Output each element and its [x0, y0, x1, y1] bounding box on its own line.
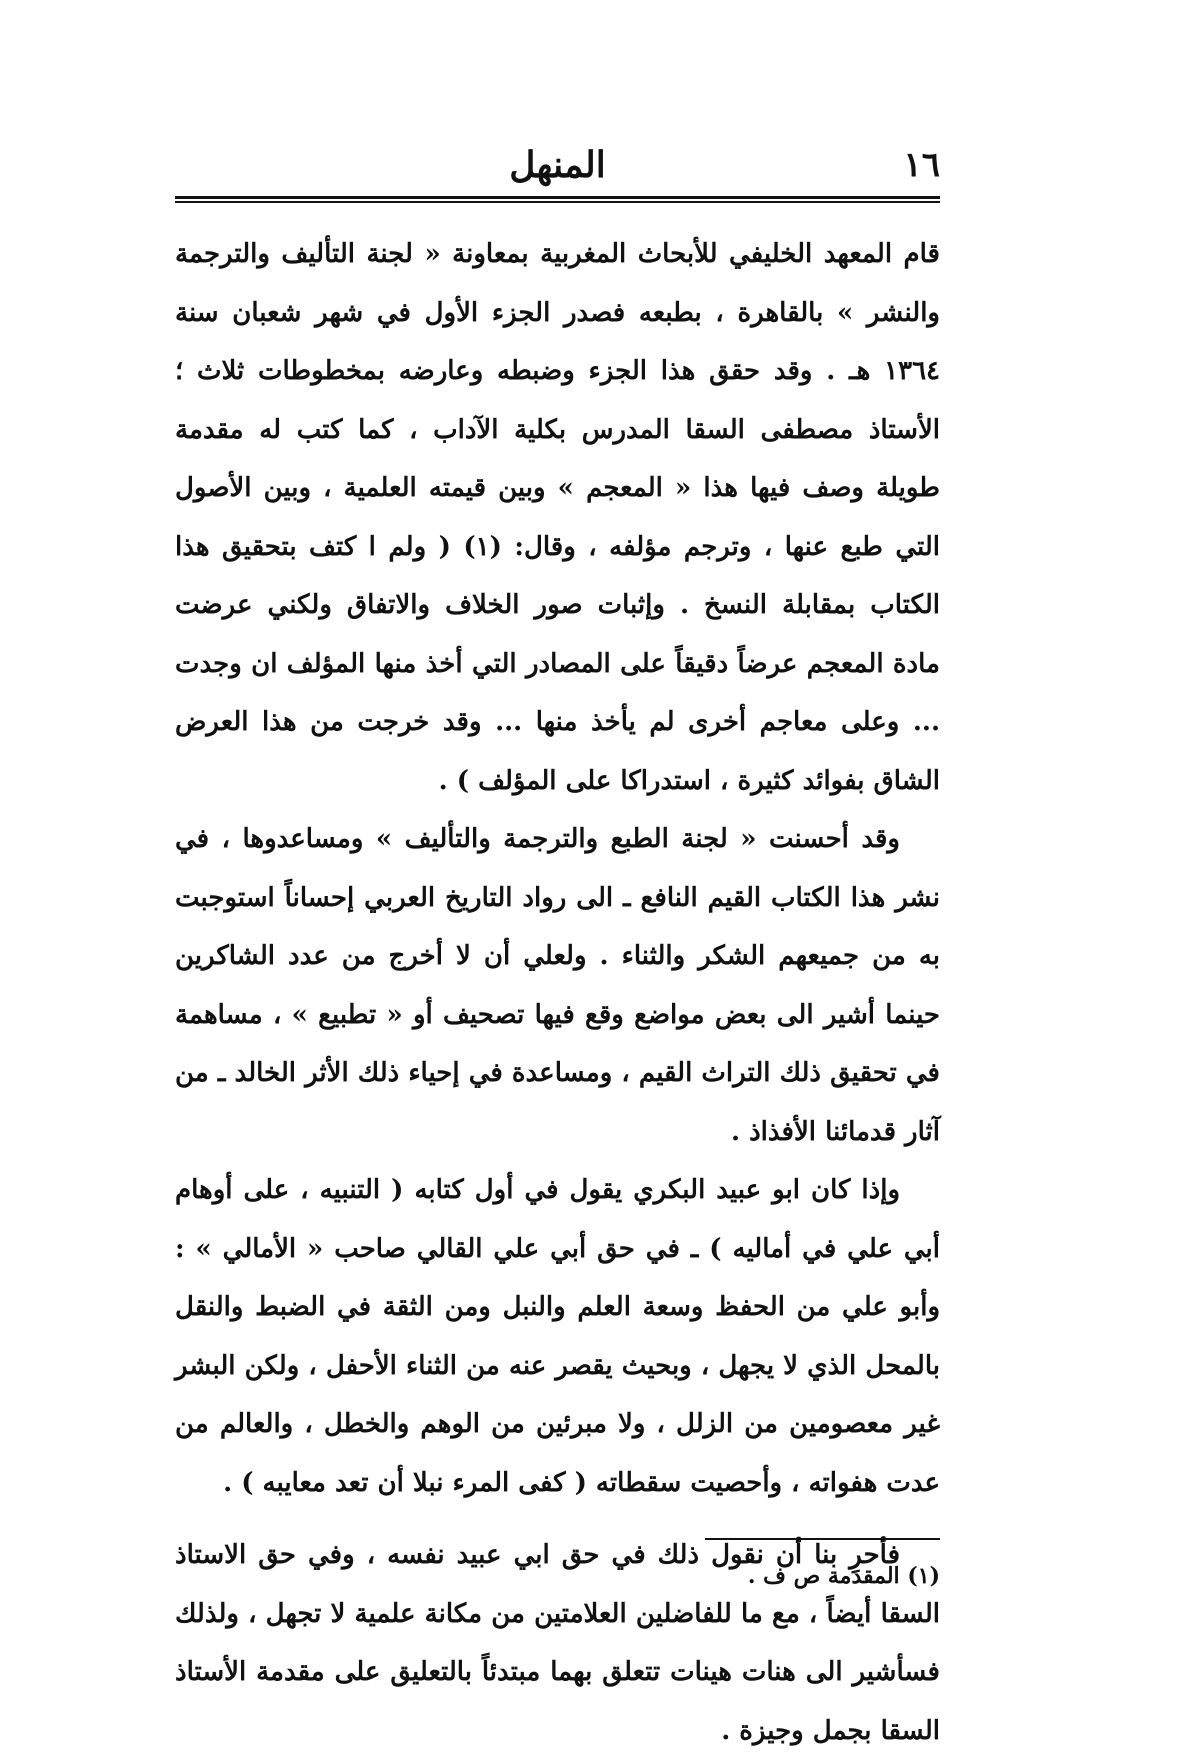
paragraph-3: وإذا كان ابو عبيد البكري يقول في أول كتابه ( التنبيه ، على أوهام أبي علي في أماليه ) ـ في حق أبي علي القالي صاحب « الأمالي » : وأبو علي من الحفظ وسعة العلم والنبل ومن الثقة في الضبط والنقل بالمحل الذي لا يجهل ، وبحيث يقصر عنه من الثناء الأحفل ، ولكن البشر غير معصومين من الزلل ، ولا مبرئين من الوهم والخطل ، والعالم من عدت هفواته ، وأحصيت سقطاته ( كفى المرء نبلا أن تعد معايبه ) . [175, 1175, 940, 1498]
header-rule [175, 196, 940, 203]
page-header [175, 140, 940, 200]
footnote: (١) المقدمة ص ف . [747, 1563, 940, 1589]
paragraph-1: قام المعهد الخليفي للأبحاث المغربية بمعاونة « لجنة التأليف والترجمة والنشر » بالقاهرة ، بطبعه فصدر الجزء الأول في شهر شعبان سنة ١٣٦٤ هـ . وقد حقق هذا الجزء وضبطه وعارضه بمخطوطات ثلاث ؛ الأستاذ مصطفى السقا المدرس بكلية الآداب ، كما كتب له مقدمة طويلة وصف فيها هذا « المعجم » وبين قيمته العلمية ، وبين الأصول التي طبع عنها ، وترجم مؤلفه ، وقال: (١) ( ولم ا كتف بتحقيق هذا الكتاب بمقابلة النسخ . وإثبات صور الخلاف والاتفاق ولكني عرضت مادة المعجم عرضاً دقيقاً على المصادر التي أخذ منها المؤلف ان وجدت ... وعلى معاجم أخرى لم يأخذ منها ... وقد خرجت من هذا العرض الشاق بفوائد كثيرة ، استدراكا على المؤلف ) . [175, 239, 940, 796]
body-text [175, 225, 940, 1760]
paragraph-4: فأحرِ بنا أن نقول ذلك في حق ابي عبيد نفسه ، وفي حق الاستاذ السقا أيضاً ، مع ما للفاضلين العلامتين من مكانة علمية لا تجهل ، ولذلك فسأشير الى هنات هينات تتعلق بهما مبتدئاً بالتعليق على مقدمة الأستاذ السقا بجمل وجيزة . [175, 1540, 940, 1746]
footnote-rule [705, 1538, 940, 1540]
page-number: ١٦ [903, 145, 940, 185]
paragraph-2: وقد أحسنت « لجنة الطبع والترجمة والتأليف » ومساعدوها ، في نشر هذا الكتاب القيم النافع ـ الى رواد التاريخ العربي إحساناً استوجبت به من جميعهم الشكر والثناء . ولعلي أن لا أخرج من عدد الشاكرين حينما أشير الى بعض مواضع وقع فيها تصحيف أو « تطبيع » ، مساهمة في تحقيق ذلك التراث القيم ، ومساعدة في إحياء ذلك الأثر الخالد ـ من آثار قدمائنا الأفذاذ . [175, 824, 940, 1147]
running-title: المنهل [509, 144, 606, 186]
